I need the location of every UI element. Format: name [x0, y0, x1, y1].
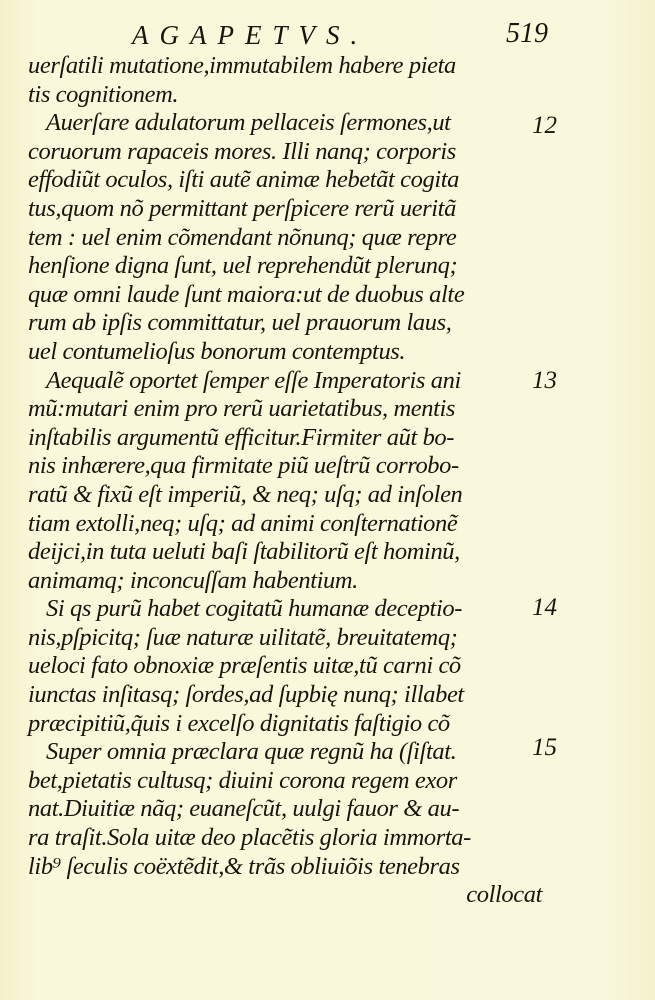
text-line: iunctas inſitasq; ſordes,ad ſupbię nunq; illabet [28, 681, 464, 709]
text-line: tis cognitionem. [28, 80, 179, 108]
text-line: mũ:mutari enim pro rerũ uarietatibus, mentis [28, 395, 456, 423]
paragraph-start-line: Super omnia præclara quæ regnũ ha (ſiſtat. [46, 738, 457, 766]
text-line: tem : uel enim cõmendant nõnunq; quæ repre [28, 223, 457, 251]
section-number: 13 [532, 367, 557, 394]
text-line: uerſatili mutatione,immutabilem habere pieta [28, 52, 456, 79]
text-line: uel contumelioſus bonorum contemptus. [28, 337, 406, 365]
section-number: 14 [532, 594, 557, 621]
section-number: 15 [532, 734, 557, 761]
text-line: animamq; inconcuſſam habentium. [28, 566, 358, 594]
catchword: collocat [466, 881, 542, 909]
text-line: ueloci fato obnoxiæ præſentis uitæ,tũ carni cõ [28, 652, 461, 680]
paragraph-start-line: Si qs purũ habet cogitatũ humanæ deceptio- [46, 595, 462, 623]
text-line: deijci,in tuta ueluti baſi ſtabilitorũ eſt hominũ, [28, 538, 460, 566]
text-line: tiam extolli,neq; uſq; ad animi conſternationẽ [28, 509, 458, 537]
text-line: ratũ & fixũ eſt imperiũ, & neq; uſq; ad inſolen [28, 480, 463, 508]
running-head: AGAPETVS. [132, 20, 369, 50]
text-line: nat.Diuitiæ nãq; euaneſcũt, uulgi fauor & au- [28, 795, 460, 823]
section-number: 12 [532, 112, 557, 139]
text-line: præcipitiũ,q̃uis i excelſo dignitatis faſtigio cõ [28, 709, 450, 737]
paragraph-start-line: Aequalẽ oportet ſemper eſſe Imperatoris ani [46, 366, 461, 394]
text-line: nis,pſpicitq; ſuæ naturæ uilitatẽ, breuitatemq; [28, 623, 458, 651]
body-text [28, 52, 548, 910]
text-line: nis inhærere,qua firmitate piũ ueſtrũ corrobo- [28, 452, 459, 480]
text-line: henſione digna ſunt, uel reprehendũt plerunq; [28, 252, 458, 280]
text-line: lib⁹ ſeculis coëxtẽdit,& trãs obliuiõis tenebras [28, 852, 460, 880]
text-line: bet,pietatis cultusq; diuini corona regem exor [28, 766, 457, 794]
text-line: quæ omni laude ſunt maiora:ut de duobus alte [28, 280, 465, 308]
text-line: tus,quom nõ permittant perſpicere rerũ ueritã [28, 194, 456, 222]
paragraph-start-line: Auerſare adulatorum pellaceis ſermones,ut [46, 109, 451, 137]
text-line: effodiũt oculos, iſti autẽ animæ hebetãt cogita [28, 166, 459, 194]
text-line: rum ab ipſis committatur, uel prauorum laus, [28, 309, 452, 337]
text-line: coruorum rapaceis mores. Illi nanq; corporis [28, 137, 456, 165]
page-header [0, 14, 655, 54]
page-number: 519 [506, 18, 548, 49]
text-line: ra traſit.Sola uitæ deo placẽtis gloria immorta- [28, 824, 471, 852]
text-line: inſtabilis argumentũ efficitur.Firmiter aũt bo- [28, 423, 455, 451]
